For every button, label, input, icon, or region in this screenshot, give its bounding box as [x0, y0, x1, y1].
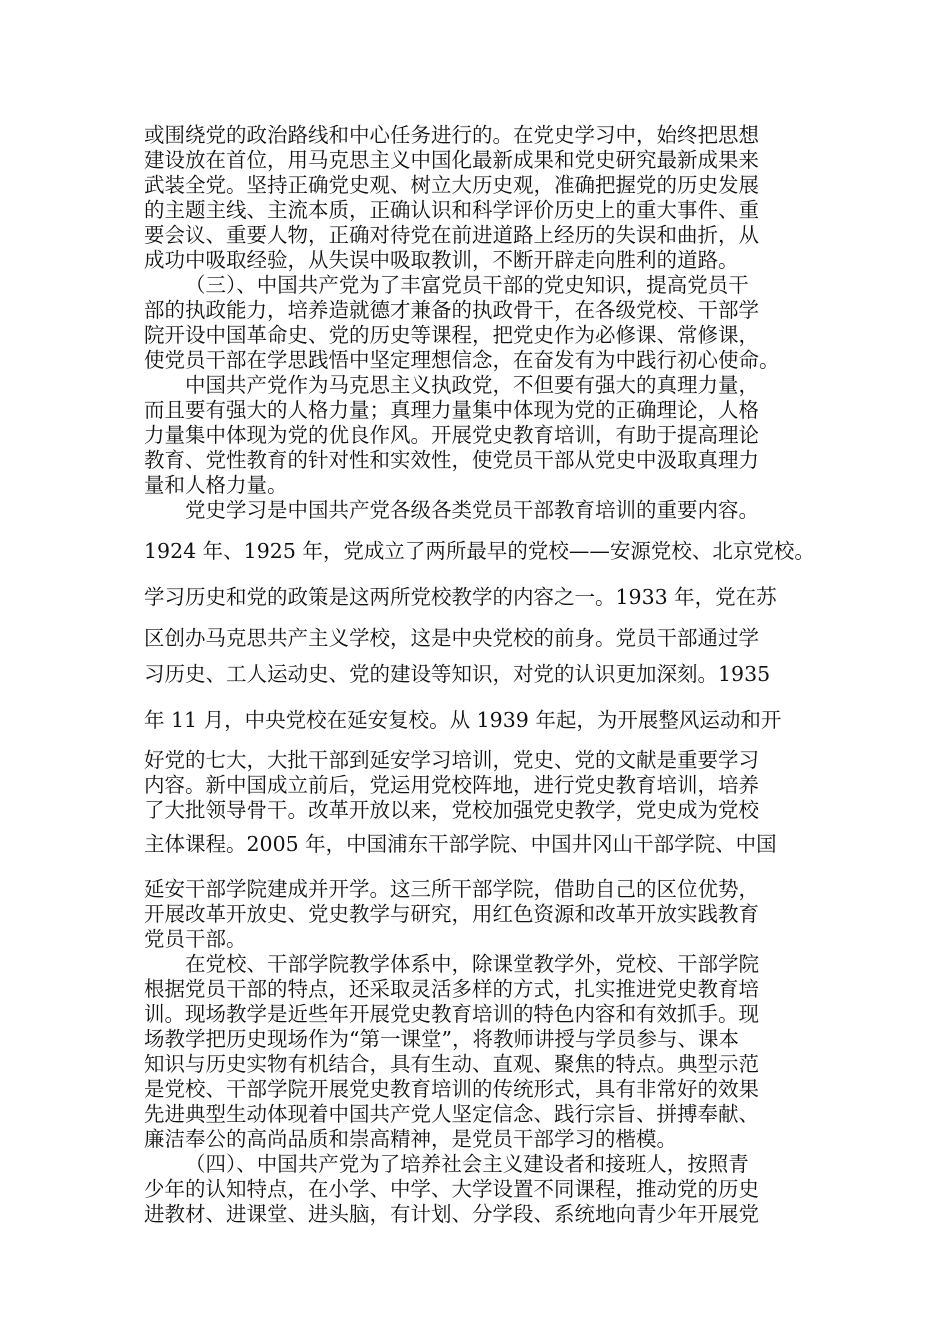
text-line: 区创办马克思共产主义学校，这是中央党校的前身。党员干部通过学	[144, 626, 759, 650]
text-line: 武装全党。坚持正确党史观、树立大历史观，准确把握党的历史发展	[144, 173, 759, 197]
text-line: 使党员干部在学思践悟中坚定理想信念，在奋发有为中践行初心使命。	[144, 348, 780, 372]
text-line: 场教学把历史现场作为“第一课堂”，将教师讲授与学员参与、课本	[144, 1027, 739, 1051]
paragraph-start: （三）、中国共产党为了丰富党员干部的党史知识，提高党员干	[185, 273, 749, 297]
text-line: 廉洁奉公的高尚品质和崇高精神，是党员干部学习的楷模。	[144, 1127, 677, 1151]
text-line: 知识与历史实物有机结合，具有生动、直观、聚焦的特点。典型示范	[144, 1052, 759, 1076]
text-line: 先进典型生动体现着中国共产党人坚定信念、践行宗旨、拼搏奉献、	[144, 1102, 759, 1126]
text-line: 或围绕党的政治路线和中心任务进行的。在党史学习中，始终把思想	[144, 123, 759, 147]
paragraph-start: 中国共产党作为马克思主义执政党，不但要有强大的真理力量，	[185, 373, 759, 397]
text-line: 学习历史和党的政策是这两所党校教学的内容之一。1933 年，党在苏	[144, 585, 777, 609]
text-line: 少年的认知特点，在小学、中学、大学设置不同课程，推动党的历史	[144, 1177, 759, 1201]
text-line: 内容。新中国成立前后，党运用党校阵地，进行党史教育培训，培养	[144, 773, 759, 797]
text-line: 是党校、干部学院开展党史教育培训的传统形式，具有非常好的效果	[144, 1077, 759, 1101]
text-line: 了大批领导骨干。改革开放以来，党校加强党史教学，党史成为党校	[144, 798, 759, 822]
text-line: 成功中吸取经验，从失误中吸取教训，不断开辟走向胜利的道路。	[144, 248, 739, 272]
text-line: 1924 年、1925 年，党成立了两所最早的党校——安源党校、北京党校。	[144, 539, 815, 563]
text-line: 要会议、重要人物，正确对待党在前进道路上经历的失误和曲折，从	[144, 223, 759, 247]
text-line: 力量集中体现为党的优良作风。开展党史教育培训，有助于提高理论	[144, 423, 759, 447]
text-line: 的主题主线、主流本质，正确认识和科学评价历史上的重大事件、重	[144, 198, 759, 222]
text-line: 主体课程。2005 年，中国浦东干部学院、中国井冈山干部学院、中国	[144, 832, 777, 856]
text-line: 好党的七大，大批干部到延安学习培训，党史、党的文献是重要学习	[144, 748, 759, 772]
text-line: 习历史、工人运动史、党的建设等知识，对党的认识更加深刻。1935	[144, 662, 771, 686]
paragraph-start: 在党校、干部学院教学体系中，除课堂教学外，党校、干部学院	[185, 952, 759, 976]
text-line: 训。现场教学是近些年开展党史教育培训的特色内容和有效抓手。现	[144, 1002, 759, 1026]
paragraph-start: 党史学习是中国共产党各级各类党员干部教育培训的重要内容。	[185, 498, 759, 522]
text-line: 部的执政能力，培养造就德才兼备的执政骨干，在各级党校、干部学	[144, 298, 759, 322]
text-line: 院开设中国革命史、党的历史等课程，把党史作为必修课、常修课，	[144, 323, 759, 347]
text-line: 延安干部学院建成并开学。这三所干部学院，借助自己的区位优势，	[144, 877, 759, 901]
text-line: 年 11 月，中央党校在延安复校。从 1939 年起，为开展整风运动和开	[144, 708, 782, 732]
text-line: 而且要有强大的人格力量；真理力量集中体现为党的正确理论，人格	[144, 398, 759, 422]
text-line: 教育、党性教育的针对性和实效性，使党员干部从党史中汲取真理力	[144, 448, 759, 472]
text-line: 根据党员干部的特点，还采取灵活多样的方式，扎实推进党史教育培	[144, 977, 759, 1001]
text-line: 进教材、进课堂、进头脑，有计划、分学段、系统地向青少年开展党	[144, 1202, 759, 1226]
text-line: 量和人格力量。	[144, 473, 288, 497]
paragraph-start: （四）、中国共产党为了培养社会主义建设者和接班人，按照青	[185, 1152, 749, 1176]
text-line: 党员干部。	[144, 927, 247, 951]
text-line: 开展改革开放史、党史教学与研究，用红色资源和改革开放实践教育	[144, 902, 759, 926]
text-line: 建设放在首位，用马克思主义中国化最新成果和党史研究最新成果来	[144, 148, 759, 172]
